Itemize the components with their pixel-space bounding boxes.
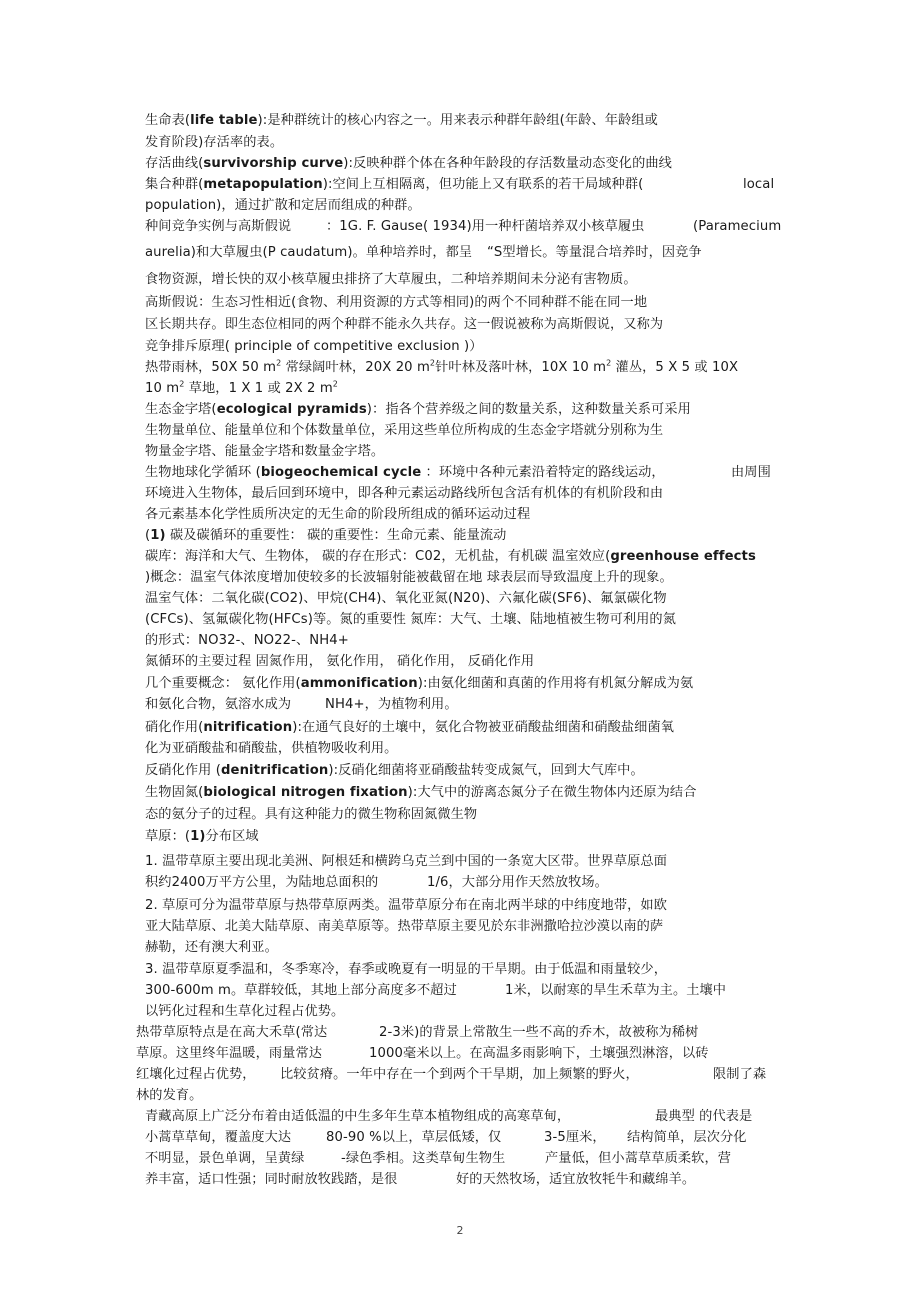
text-line: (1) 碳及碳循环的重要性： 碳的重要性：生命元素、能量流动 (145, 528, 507, 543)
text-span: 灌丛，5 X 5 或 10X (611, 360, 739, 375)
text-line: 物量金字塔、能量金字塔和数量金字塔。 (145, 444, 385, 459)
superscript: 2 (179, 379, 185, 389)
text-span: 针叶林及落叶林，10X 10 m (435, 360, 607, 375)
superscript: 2 (606, 358, 612, 368)
text-line: 热带草原特点是在高大禾草(常达 (136, 1025, 328, 1040)
superscript: 2 (429, 358, 436, 368)
text-line: 3-5厘米， (544, 1130, 606, 1145)
page-number: 2 (456, 1224, 464, 1237)
text-line: 态的氨分子的过程。具有这种能力的微生物称固氮微生物 (145, 807, 478, 822)
text-line: 青藏高原上广泛分布着由适低温的中生多年生草本植物组成的高寒草甸， (145, 1109, 571, 1124)
text-line: 1/6，大部分用作天然放牧场。 (427, 875, 608, 890)
text-line: (CFCs)、氢氟碳化物(HFCs)等。氮的重要性 氮库：大气、土壤、陆地植被生物可利用的氮 (145, 612, 677, 627)
text-line: NH4+，为植物利用。 (325, 697, 458, 712)
text-line: 1米，以耐寒的旱生禾草为主。土壤中 (505, 983, 727, 998)
text-line: 温室气体：二氧化碳(CO2)、甲烷(CH4)、氧化亚氮(N20)、六氟化碳(SF6)、氟氯碳化物 (145, 591, 667, 606)
text-line: 养丰富，适口性强；同时耐放牧践踏，是很 (145, 1172, 398, 1187)
text-line: 生物量单位、能量单位和个体数量单位，采用这些单位所构成的生态金字塔就分别称为生 (145, 423, 664, 438)
text-line: 1. 温带草原主要出现北美洲、阿根廷和横跨乌克兰到中国的一条宽大区带。世界草原总面 (145, 854, 667, 869)
text-line: 各元素基本化学性质所决定的无生命的阶段所组成的循环运动过程 (145, 507, 531, 522)
text-line: 存活曲线(survivorship curve):反映种群个体在各种年龄段的存活数量动态变化的曲线 (145, 156, 672, 171)
superscript: 2 (332, 379, 338, 389)
text-line: 生命表(life table):是种群统计的核心内容之一。用来表示种群年龄组(年龄、年龄组或 (145, 113, 658, 128)
text-line: ：1G. F. Gause( 1934)用一种杆菌培养双小核草履虫 (326, 219, 645, 234)
text-line: 红壤化过程占优势， (136, 1067, 256, 1082)
text-line: 由周围 (731, 465, 771, 480)
text-line: 食物资源，增长快的双小核草履虫排挤了大草履虫，二种培养期间未分泌有害物质。 (145, 272, 637, 287)
text-line: 反硝化作用 (denitrification):反硝化细菌将亚硝酸盐转变成氮气，回到大气库中。 (145, 763, 644, 778)
text-line: 氮循环的主要过程 固氮作用， 氨化作用， 硝化作用， 反硝化作用 (145, 654, 535, 669)
text-line: 高斯假说：生态习性相近(食物、利用资源的方式等相同)的两个不同种群不能在同一地 (145, 295, 648, 310)
text-line: 限制了森 (713, 1067, 767, 1082)
text-line: 亚大陆草原、北美大陆草原、南美草原等。热带草原主要见於东非洲撒哈拉沙漠以南的萨 (145, 919, 664, 934)
text-line: 竞争排斥原理( principle of competitive exclusion )） (145, 339, 483, 354)
text-line: aurelia)和大草履虫(P caudatum)。单种培养时，都呈 (145, 245, 473, 260)
text-line: 的形式：NO32-、NO22-、NH4+ (145, 633, 349, 648)
text-line: 1000毫米以上。在高温多雨影响下，土壤强烈淋溶，以砖 (369, 1046, 709, 1061)
text-line: 积约2400万平方公里，为陆地总面积的 (145, 875, 379, 890)
text-line: 2-3米)的背景上常散生一些不高的乔木，故被称为稀树 (379, 1025, 699, 1040)
text-line: 300-600m m。草群较低，其地上部分高度多不超过 (145, 983, 457, 998)
text-line (145, 380, 338, 398)
text-line: 产量低，但小蒿草草质柔软，营 (545, 1151, 732, 1166)
text-line (145, 359, 738, 377)
text-line: 硝化作用(nitrification):在通气良好的土壤中，氨化合物被亚硝酸盐细菌和硝酸盐细菌氧 (145, 720, 675, 735)
text-span: 常绿阔叶林，20X 20 m (281, 360, 430, 375)
text-line: 3. 温带草原夏季温和，冬季寒冷，春季或晚夏有一明显的干旱期。由于低温和雨量较少， (145, 962, 667, 977)
superscript: 2 (276, 358, 282, 368)
text-line: 赫勒，还有澳大利亚。 (145, 940, 278, 955)
text-line: 不明显，景色单调，呈黄绿 (145, 1151, 305, 1166)
text-line: 发育阶段)存活率的表。 (145, 135, 284, 150)
text-line: 区长期共存。即生态位相同的两个种群不能永久共存。这一假说被称为高斯假说，又称为 (145, 317, 664, 332)
text-line: 化为亚硝酸盐和硝酸盐，供植物吸收利用。 (145, 741, 398, 756)
text-line: (Paramecium (693, 219, 782, 234)
text-span: 草地，1 X 1 或 2X 2 m (184, 381, 333, 396)
text-line: )概念：温室气体浓度增加使较多的长波辐射能被截留在地 球表层而导致温度上升的现象。 (145, 570, 673, 585)
text-line: 几个重要概念： 氨化作用(ammonification):由氨化细菌和真菌的作用将有机氮分解成为氨 (145, 676, 694, 691)
text-line: “S型增长。等量混合培养时，因竞争 (487, 245, 702, 260)
text-line: 结构简单，层次分化 (627, 1130, 747, 1145)
text-line: 好的天然牧场，适宜放牧牦牛和藏绵羊。 (456, 1172, 696, 1187)
text-line: 生物地球化学循环 (biogeochemical cycle ：环境中各种元素沿着特定的路线运动， (145, 465, 665, 480)
text-span: 10 m (145, 381, 180, 396)
text-line: 草原。这里终年温暖，雨量常达 (136, 1046, 323, 1061)
text-line: 小蒿草草甸，覆盖度大达 (145, 1130, 292, 1145)
text-line: 80-90 %以上，草层低矮，仅 (326, 1130, 502, 1145)
text-line: 种间竞争实例与高斯假说 (145, 219, 292, 234)
text-line: local (743, 177, 775, 192)
text-line: 林的发育。 (136, 1088, 203, 1103)
text-line: 草原：(1)分布区域 (145, 829, 259, 844)
text-line: 2. 草原可分为温带草原与热带草原两类。温带草原分布在南北两半球的中纬度地带，如欧 (145, 898, 667, 913)
text-line: -绿色季相。这类草甸生物生 (341, 1151, 506, 1166)
text-line: 最典型 的代表是 (655, 1109, 753, 1124)
text-line: 集合种群(metapopulation):空间上互相隔离，但功能上又有联系的若干局域种群( (145, 177, 644, 192)
text-line: 碳库：海洋和大气、生物体， 碳的存在形式：C02，无机盐，有机碳 温室效应(greenhouse effects (145, 549, 756, 564)
text-line: 生物固氮(biological nitrogen fixation):大气中的游离态氮分子在微生物体内还原为结合 (145, 785, 697, 800)
text-line: 和氨化合物，氨溶水成为 (145, 697, 292, 712)
text-line: 比较贫瘠。一年中存在一个到两个干旱期，加上频繁的野火， (280, 1067, 639, 1082)
text-line: 以钙化过程和生草化过程占优势。 (145, 1004, 345, 1019)
text-line: 环境进入生物体，最后回到环境中，即各种元素运动路线所包含活有机体的有机阶段和由 (145, 486, 664, 501)
text-line: 生态金字塔(ecological pyramids)：指各个营养级之间的数量关系，这种数量关系可采用 (145, 402, 691, 417)
text-span: 热带雨林，50X 50 m (145, 360, 277, 375)
text-line: population)，通过扩散和定居而组成的种群。 (145, 198, 421, 213)
